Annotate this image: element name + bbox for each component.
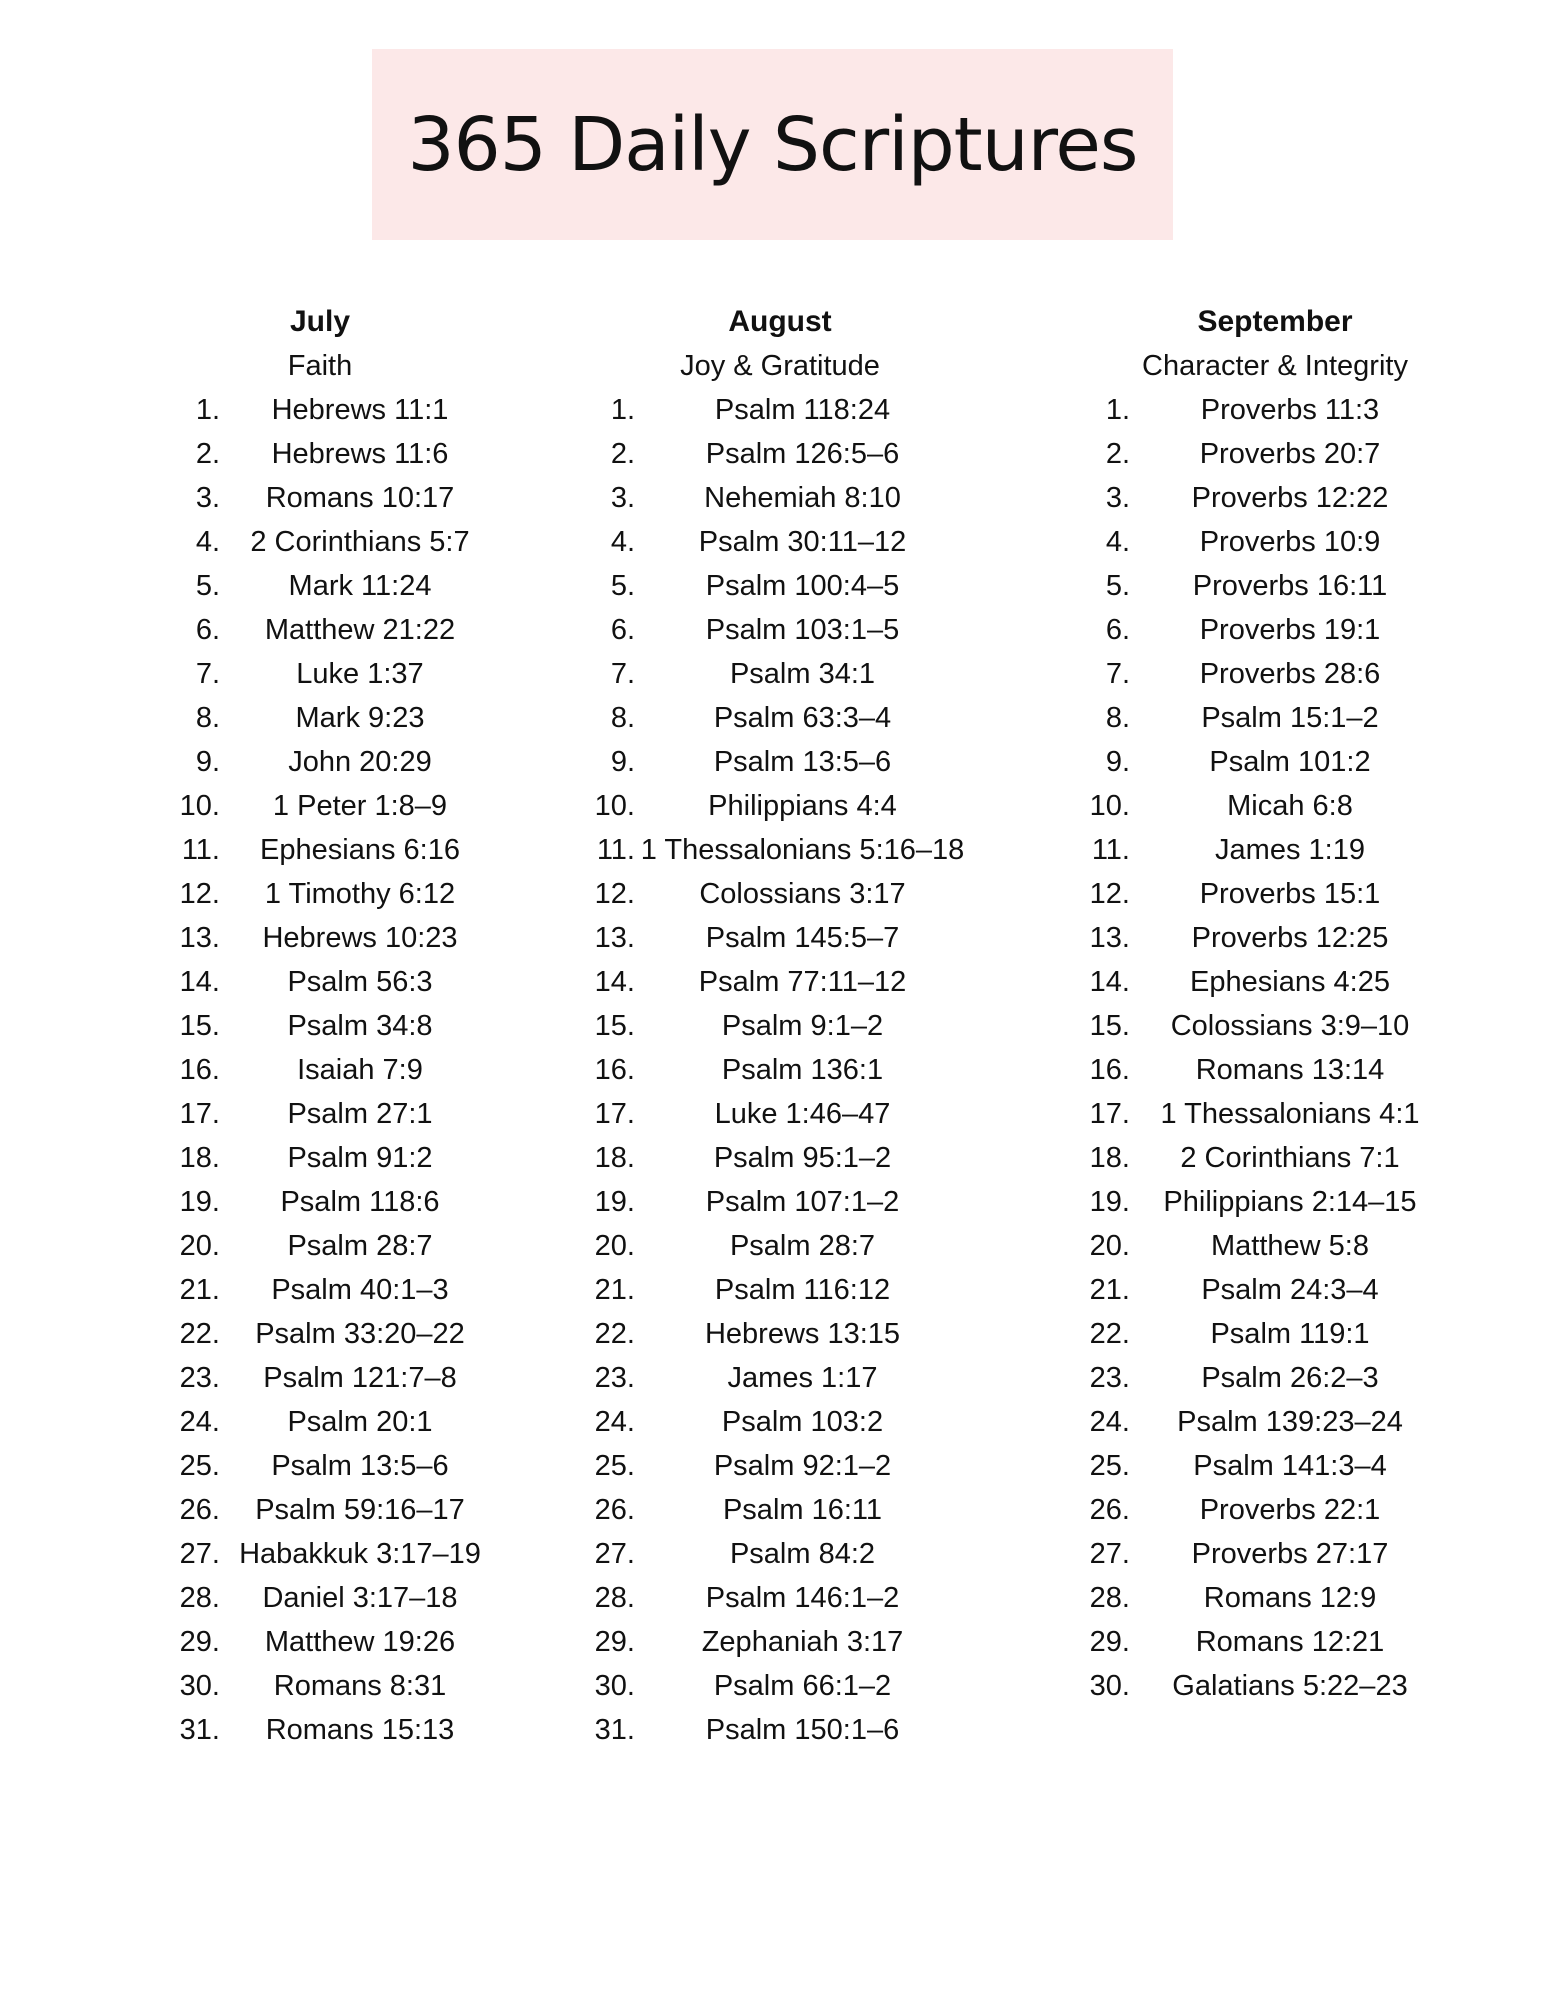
entry-reference: 1 Thessalonians 5:16–18 [640,834,965,866]
scripture-entry [160,1224,500,1268]
entry-reference: Psalm 28:7 [287,1230,433,1262]
entry-number: 30. [1089,1670,1130,1702]
scripture-list [1075,388,1475,1708]
scripture-entry [1075,520,1475,564]
entry-reference: Colossians 3:17 [699,878,906,910]
scripture-entry [580,1400,1000,1444]
entry-number: 30. [594,1670,635,1702]
entry-number: 9. [195,746,220,778]
entry-number: 9. [1105,746,1130,778]
scripture-entry [160,432,500,476]
scripture-entry [160,1620,500,1664]
entry-reference: Romans 15:13 [265,1714,455,1746]
entry-reference: Proverbs 22:1 [1199,1494,1381,1526]
entry-reference: Psalm 95:1–2 [713,1142,892,1174]
entry-reference: Proverbs 20:7 [1199,438,1381,470]
entry-reference: Psalm 15:1–2 [1201,702,1379,734]
scripture-entry [580,388,1000,432]
scripture-entry [160,1444,500,1488]
entry-number: 31. [594,1714,635,1746]
entry-reference: Proverbs 12:25 [1191,922,1389,954]
entry-number: 11. [1091,834,1130,866]
scripture-entry [580,872,1000,916]
entry-number: 14. [1089,966,1130,998]
scripture-entry [1075,1400,1475,1444]
entry-number: 30. [179,1670,220,1702]
entry-reference: 1 Peter 1:8–9 [272,790,448,822]
entry-reference: Colossians 3:9–10 [1170,1010,1410,1042]
scripture-entry [580,652,1000,696]
entry-number: 13. [594,922,635,954]
scripture-entry [580,476,1000,520]
entry-number: 6. [195,614,220,646]
scripture-entry [580,1224,1000,1268]
scripture-entry [580,608,1000,652]
entry-number: 2. [610,438,635,470]
entry-reference: 1 Timothy 6:12 [264,878,456,910]
entry-number: 16. [1089,1054,1130,1086]
entry-reference: Psalm 77:11–12 [698,966,907,998]
scripture-entry [1075,916,1475,960]
scripture-entry [580,1004,1000,1048]
entry-reference: Mark 9:23 [295,702,425,734]
entry-reference: Psalm 27:1 [287,1098,433,1130]
scripture-entry [580,1488,1000,1532]
entry-number: 17. [179,1098,220,1130]
entry-reference: 1 Thessalonians 4:1 [1160,1098,1420,1130]
scripture-entry [1075,1004,1475,1048]
entry-number: 21. [179,1274,220,1306]
entry-reference: Philippians 2:14–15 [1163,1186,1417,1218]
entry-reference: Romans 13:14 [1195,1054,1385,1086]
month-theme: Faith [287,350,353,382]
entry-reference: Psalm 56:3 [287,966,433,998]
month-name: August [728,305,832,338]
scripture-entry [1075,1664,1475,1708]
entry-reference: Psalm 103:2 [721,1406,884,1438]
scripture-entry [580,828,1000,872]
entry-reference: Psalm 91:2 [287,1142,433,1174]
entry-reference: Psalm 107:1–2 [705,1186,900,1218]
scripture-entry [1075,1576,1475,1620]
entry-number: 28. [179,1582,220,1614]
entry-number: 8. [195,702,220,734]
entry-number: 23. [594,1362,635,1394]
entry-reference: Psalm 34:1 [729,658,876,690]
entry-reference: John 20:29 [288,746,432,778]
entry-number: 8. [1105,702,1130,734]
scripture-entry [160,520,500,564]
entry-reference: Galatians 5:22–23 [1172,1670,1408,1702]
scripture-entry [160,696,500,740]
scripture-entry [1075,1356,1475,1400]
entry-reference: Psalm 66:1–2 [713,1670,892,1702]
entry-reference: Hebrews 11:6 [271,438,449,470]
scripture-entry [160,1488,500,1532]
entry-number: 1. [610,394,635,426]
scripture-list [580,388,1000,1752]
entry-reference: Romans 10:17 [265,482,455,514]
scripture-entry [160,1576,500,1620]
entry-number: 20. [1089,1230,1130,1262]
entry-number: 4. [195,526,220,558]
entry-number: 13. [179,922,220,954]
entry-reference: Psalm 103:1–5 [705,614,900,646]
entry-number: 10. [179,790,220,822]
scripture-entry [580,1092,1000,1136]
scripture-entry [580,432,1000,476]
entry-number: 27. [594,1538,635,1570]
entry-number: 5. [610,570,635,602]
entry-reference: Psalm 40:1–3 [271,1274,449,1306]
scripture-entry [160,476,500,520]
entry-number: 20. [179,1230,220,1262]
scripture-entry [1075,1620,1475,1664]
entry-reference: Psalm 141:3–4 [1193,1450,1387,1482]
scripture-entry [160,1268,500,1312]
scripture-entry [1075,872,1475,916]
entry-number: 27. [1089,1538,1130,1570]
entry-reference: Proverbs 11:3 [1200,394,1380,426]
entry-number: 24. [594,1406,635,1438]
scripture-entry [580,1136,1000,1180]
entry-number: 22. [1089,1318,1130,1350]
scripture-entry [1075,1488,1475,1532]
entry-reference: Matthew 21:22 [264,614,456,646]
scripture-entry [160,1532,500,1576]
entry-number: 19. [594,1186,635,1218]
entry-reference: Proverbs 16:11 [1192,570,1388,602]
entry-reference: Hebrews 11:1 [271,394,449,426]
scripture-entry [1075,740,1475,784]
entry-reference: Psalm 9:1–2 [721,1010,884,1042]
entry-reference: Matthew 19:26 [264,1626,456,1658]
scripture-entry [580,1356,1000,1400]
scripture-entry [160,1400,500,1444]
entry-reference: Proverbs 28:6 [1199,658,1381,690]
scripture-entry [580,1312,1000,1356]
entry-reference: Psalm 121:7–8 [263,1362,457,1394]
entry-reference: Psalm 20:1 [287,1406,433,1438]
entry-reference: Psalm 146:1–2 [705,1582,900,1614]
entry-number: 23. [179,1362,220,1394]
entry-reference: Zephaniah 3:17 [701,1626,904,1658]
entry-number: 28. [594,1582,635,1614]
entry-reference: Psalm 92:1–2 [713,1450,892,1482]
entry-reference: Mark 11:24 [288,570,432,602]
entry-number: 18. [1089,1142,1130,1174]
entry-number: 15. [1089,1010,1130,1042]
scripture-entry [160,608,500,652]
entry-number: 20. [594,1230,635,1262]
scripture-entry [1075,476,1475,520]
scripture-entry [1075,608,1475,652]
entry-number: 25. [179,1450,220,1482]
month-column-august [580,300,1000,1760]
entry-number: 17. [1089,1098,1130,1130]
entry-number: 21. [1089,1274,1130,1306]
entry-number: 14. [594,966,635,998]
entry-number: 1. [1105,394,1130,426]
entry-number: 11. [596,834,635,866]
entry-reference: 2 Corinthians 7:1 [1180,1142,1400,1174]
scripture-entry [160,652,500,696]
entry-number: 18. [179,1142,220,1174]
entry-number: 4. [610,526,635,558]
scripture-entry [580,1576,1000,1620]
entry-number: 24. [179,1406,220,1438]
scripture-entry [160,1708,500,1752]
entry-reference: Matthew 5:8 [1211,1230,1369,1262]
entry-number: 13. [1089,922,1130,954]
entry-reference: Hebrews 13:15 [704,1318,901,1350]
entry-number: 25. [1089,1450,1130,1482]
entry-reference: Psalm 24:3–4 [1201,1274,1379,1306]
entry-number: 12. [179,878,220,910]
scripture-entry [1075,388,1475,432]
scripture-entry [1075,1092,1475,1136]
entry-reference: Psalm 34:8 [287,1010,433,1042]
scripture-entry [1075,1136,1475,1180]
scripture-entry [1075,1532,1475,1576]
entry-reference: Psalm 139:23–24 [1177,1406,1403,1438]
entry-number: 9. [610,746,635,778]
entry-reference: Psalm 33:20–22 [255,1318,465,1350]
scripture-entry [160,1004,500,1048]
scripture-entry [160,1048,500,1092]
entry-reference: Ephesians 4:25 [1190,966,1390,998]
scripture-entry [160,564,500,608]
entry-number: 12. [1089,878,1130,910]
month-column-september [1075,300,1475,1760]
scripture-entry [580,1620,1000,1664]
entry-reference: Psalm 100:4–5 [705,570,900,602]
scripture-entry [1075,432,1475,476]
entry-reference: Luke 1:37 [296,658,424,690]
entry-reference: Psalm 119:1 [1210,1318,1370,1350]
scripture-entry [1075,652,1475,696]
scripture-entry [1075,1048,1475,1092]
entry-reference: Psalm 116:12 [714,1274,891,1306]
scripture-entry [1075,960,1475,1004]
entry-number: 19. [1089,1186,1130,1218]
scripture-entry [160,1092,500,1136]
scripture-entry [160,916,500,960]
entry-reference: Ephesians 6:16 [260,834,460,866]
scripture-entry [1075,1224,1475,1268]
entry-reference: Proverbs 10:9 [1199,526,1381,558]
entry-number: 22. [179,1318,220,1350]
scripture-entry [160,388,500,432]
scripture-entry [160,872,500,916]
entry-number: 10. [1089,790,1130,822]
entry-number: 8. [610,702,635,734]
entry-number: 31. [179,1714,220,1746]
entry-number: 7. [1105,658,1130,690]
month-column-july [160,300,500,1760]
entry-reference: Habakkuk 3:17–19 [239,1538,481,1570]
entry-number: 7. [195,658,220,690]
entry-reference: James 1:17 [727,1362,878,1394]
entry-reference: Romans 8:31 [273,1670,447,1702]
entry-reference: Psalm 136:1 [721,1054,884,1086]
entry-number: 22. [594,1318,635,1350]
entry-reference: James 1:19 [1215,834,1365,866]
entry-number: 11. [181,834,220,866]
entry-reference: Psalm 118:6 [280,1186,440,1218]
month-theme: Character & Integrity [1142,350,1408,382]
scripture-entry [1075,1180,1475,1224]
entry-number: 25. [594,1450,635,1482]
scripture-entry [160,1312,500,1356]
scripture-entry [160,1180,500,1224]
entry-reference: Psalm 145:5–7 [705,922,900,954]
entry-number: 26. [1089,1494,1130,1526]
entry-number: 15. [594,1010,635,1042]
scripture-entry [580,960,1000,1004]
scripture-entry [580,1180,1000,1224]
entry-reference: Psalm 59:16–17 [255,1494,465,1526]
entry-number: 3. [1105,482,1130,514]
entry-reference: Psalm 101:2 [1209,746,1371,778]
entry-number: 1. [195,394,220,426]
entry-reference: 2 Corinthians 5:7 [250,526,470,558]
scripture-entry [160,740,500,784]
scripture-entry [580,784,1000,828]
scripture-entry [1075,1444,1475,1488]
entry-reference: Micah 6:8 [1227,790,1353,822]
entry-reference: Daniel 3:17–18 [262,1582,458,1614]
entry-number: 21. [594,1274,635,1306]
entry-number: 3. [195,482,220,514]
entry-number: 5. [195,570,220,602]
entry-reference: Philippians 4:4 [708,790,897,822]
entry-reference: Isaiah 7:9 [297,1054,423,1086]
entry-reference: Romans 12:21 [1195,1626,1385,1658]
scripture-entry [580,696,1000,740]
scripture-entry [580,1708,1000,1752]
entry-number: 18. [594,1142,635,1174]
entry-number: 4. [1105,526,1130,558]
scripture-entry [1075,564,1475,608]
month-theme: Joy & Gratitude [680,350,880,382]
entry-number: 29. [179,1626,220,1658]
entry-number: 19. [179,1186,220,1218]
entry-reference: Psalm 30:11–12 [698,526,907,558]
entry-number: 29. [1089,1626,1130,1658]
entry-number: 2. [1105,438,1130,470]
entry-number: 24. [1089,1406,1130,1438]
entry-reference: Psalm 26:2–3 [1201,1362,1379,1394]
scripture-entry [580,520,1000,564]
entry-number: 16. [594,1054,635,1086]
entry-reference: Proverbs 15:1 [1199,878,1381,910]
entry-number: 27. [179,1538,220,1570]
entry-number: 26. [594,1494,635,1526]
entry-reference: Proverbs 27:17 [1191,1538,1389,1570]
entry-number: 14. [179,966,220,998]
scripture-entry [580,1532,1000,1576]
entry-reference: Romans 12:9 [1203,1582,1377,1614]
scripture-entry [1075,1268,1475,1312]
scripture-entry [1075,696,1475,740]
entry-number: 12. [594,878,635,910]
scripture-entry [160,784,500,828]
entry-reference: Nehemiah 8:10 [704,482,901,514]
entry-reference: Psalm 150:1–6 [705,1714,900,1746]
scripture-entry [160,960,500,1004]
entry-number: 6. [610,614,635,646]
month-name: July [289,305,351,338]
entry-reference: Proverbs 19:1 [1199,614,1381,646]
entry-reference: Proverbs 12:22 [1191,482,1389,514]
scripture-entry [1075,784,1475,828]
entry-reference: Psalm 16:11 [722,1494,883,1526]
entry-reference: Luke 1:46–47 [714,1098,891,1130]
scripture-entry [580,564,1000,608]
scripture-entry [580,1268,1000,1312]
entry-reference: Psalm 118:24 [714,394,891,426]
scripture-entry [160,1136,500,1180]
scripture-entry [160,1664,500,1708]
scripture-entry [580,916,1000,960]
scripture-entry [1075,828,1475,872]
entry-number: 7. [610,658,635,690]
entry-number: 29. [594,1626,635,1658]
entry-number: 23. [1089,1362,1130,1394]
entry-number: 26. [179,1494,220,1526]
entry-number: 17. [594,1098,635,1130]
entry-reference: Hebrews 10:23 [262,922,458,954]
scripture-entry [580,740,1000,784]
month-name: September [1197,305,1353,338]
entry-number: 28. [1089,1582,1130,1614]
entry-number: 10. [594,790,635,822]
entry-number: 2. [195,438,220,470]
entry-reference: Psalm 84:2 [729,1538,876,1570]
title-banner [372,49,1173,240]
scripture-entry [160,828,500,872]
entry-reference: Psalm 28:7 [729,1230,876,1262]
scripture-entry [1075,1312,1475,1356]
entry-reference: Psalm 13:5–6 [271,1450,449,1482]
scripture-entry [160,1356,500,1400]
scripture-entry [580,1664,1000,1708]
entry-number: 16. [179,1054,220,1086]
entry-number: 15. [179,1010,220,1042]
entry-reference: Psalm 63:3–4 [713,702,892,734]
entry-reference: Psalm 13:5–6 [713,746,892,778]
entry-number: 5. [1105,570,1130,602]
entry-number: 3. [610,482,635,514]
scripture-entry [580,1048,1000,1092]
scripture-list [160,388,500,1752]
page-title: 365 Daily Scriptures [407,101,1138,188]
entry-reference: Psalm 126:5–6 [705,438,900,470]
entry-number: 6. [1105,614,1130,646]
scripture-entry [580,1444,1000,1488]
